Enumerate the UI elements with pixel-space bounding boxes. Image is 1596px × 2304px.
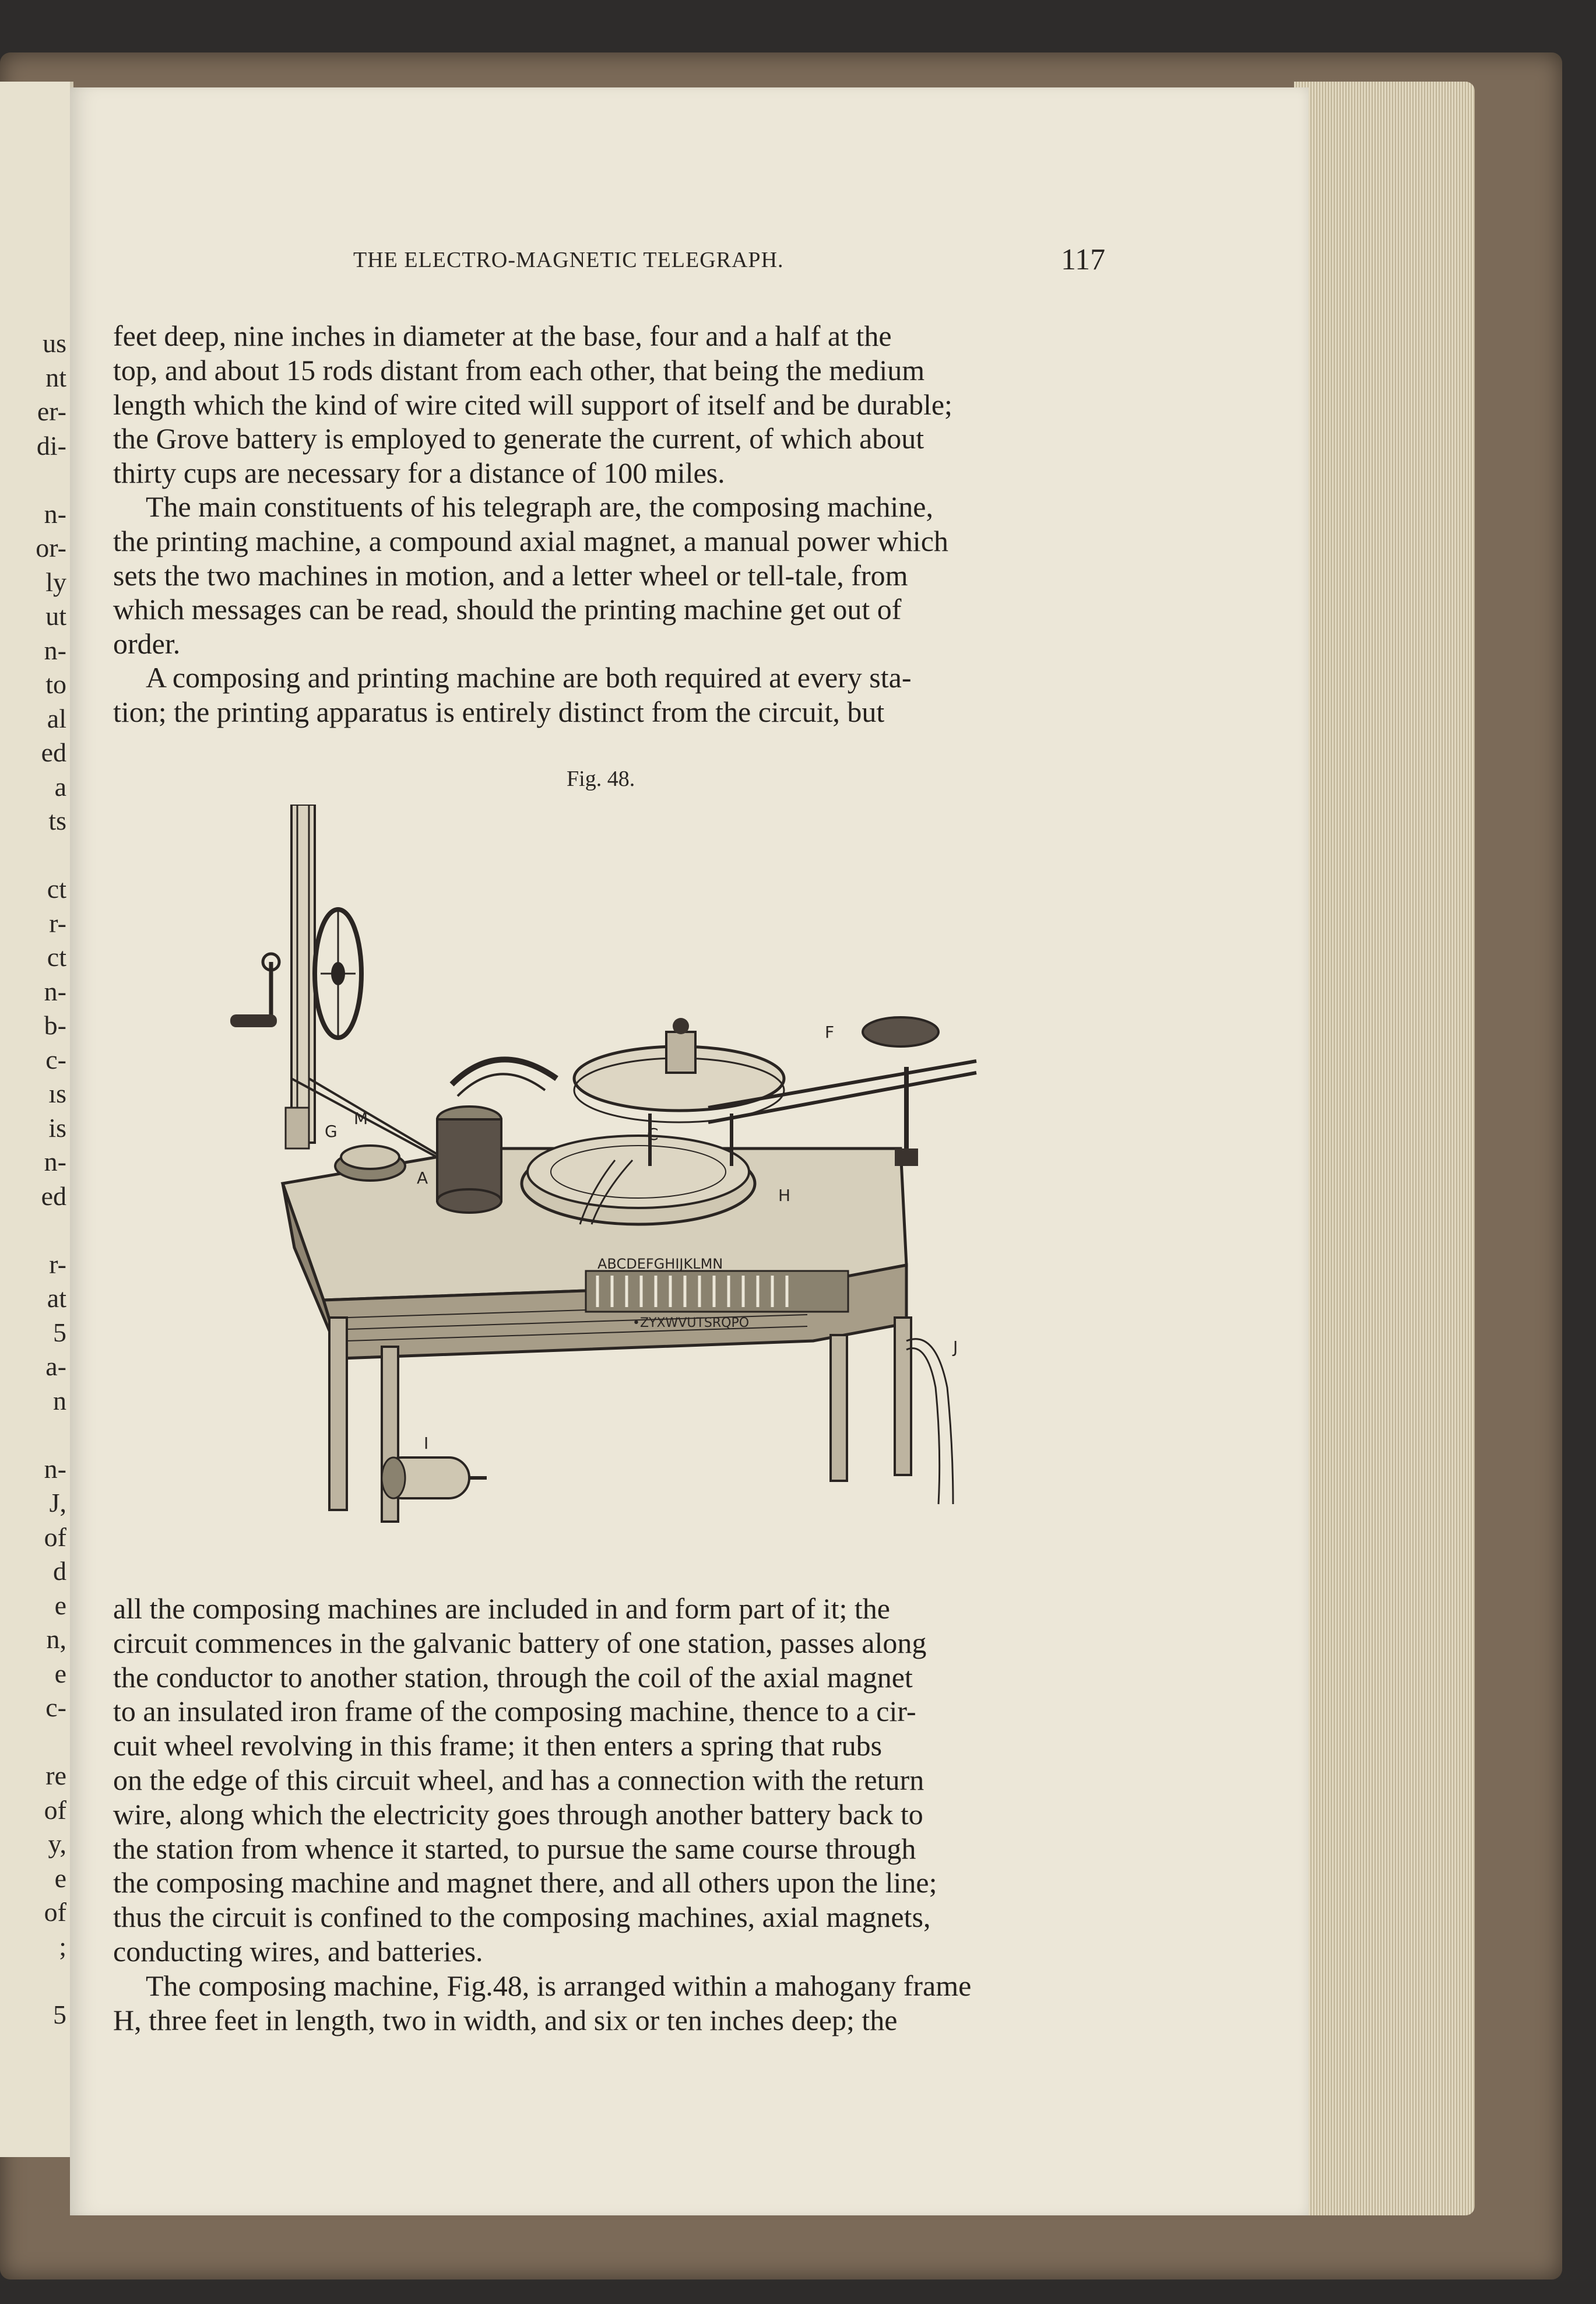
figure-label-j: J — [953, 1337, 958, 1357]
left-page-fragment: ts — [48, 806, 66, 835]
left-page-fragment: ed — [41, 1181, 66, 1211]
page-edges — [1294, 82, 1475, 2215]
text-line: thirty cups are necessary for a distance of 100 miles. — [113, 456, 725, 490]
text-line: on the edge of this circuit wheel, and has a connection with the return — [113, 1763, 924, 1796]
left-page-fragment: n — [53, 1385, 66, 1416]
left-page-fragment: a- — [45, 1351, 66, 1381]
keyboard-letters-bottom: •ZYXWVUTSRQPO — [632, 1316, 750, 1330]
left-page-fragment: or- — [36, 533, 66, 563]
left-page-fragment: n, — [46, 1624, 66, 1654]
left-page-fragment: n- — [44, 1453, 66, 1484]
left-page-fragment: di- — [36, 430, 66, 461]
figure-label-c: C — [647, 1125, 659, 1144]
left-page-fragment: c- — [45, 1044, 66, 1074]
text-line: all the composing machines are included in and form part of it; the — [113, 1592, 890, 1625]
text-line: to an insulated iron frame of the composing machine, thence to a cir- — [113, 1695, 916, 1728]
left-page-fragment: 5 — [53, 1999, 66, 2029]
left-page-fragment: b- — [44, 1010, 66, 1040]
left-page-fragment: 5 — [53, 1317, 66, 1347]
left-page-fragment: y, — [48, 1829, 66, 1859]
left-page — [0, 82, 73, 2157]
left-page-fragment: ıs — [48, 1079, 66, 1108]
text-line: wire, along which the electricity goes through another battery back to — [113, 1797, 923, 1831]
left-page-fragment — [36, 1725, 66, 1759]
text-line: feet deep, nine inches in diameter at the base, four and a half at the — [113, 319, 892, 352]
left-page-fragment — [36, 1213, 66, 1248]
figure-caption: Fig. 48. — [567, 767, 635, 791]
left-page-fragment: J, — [49, 1488, 66, 1518]
left-page-fragment: re — [45, 1761, 66, 1790]
paragraph-2 — [113, 490, 1127, 661]
left-page-fragment: at — [47, 1283, 66, 1313]
left-page-fragment: e — [54, 1658, 66, 1688]
text-line: cuit wheel revolving in this frame; it then enters a spring that rubs — [113, 1729, 883, 1762]
left-page-fragment: n- — [44, 1147, 66, 1176]
text-line: the Grove battery is employed to generate the current, of which about — [113, 422, 924, 455]
left-page-fragment: n- — [44, 498, 66, 529]
left-page-fragment: a — [54, 771, 66, 802]
text-line: the printing machine, a compound axial magnet, a manual power which — [113, 524, 948, 557]
left-page-fragment: ; — [59, 1931, 66, 1961]
paragraph-3 — [113, 661, 1127, 729]
text-line: length which the kind of wire cited will support of itself and be durable; — [113, 388, 952, 421]
left-page-fragment: to — [45, 669, 66, 699]
left-page-fragment: us — [43, 328, 66, 358]
text-line: The composing machine, Fig.48, is arranged within a mahogany frame — [146, 1969, 972, 2002]
left-page-fragment: is — [48, 1112, 66, 1143]
text-line: top, and about 15 rods distant from each other, that being the medium — [113, 353, 925, 387]
left-page-fragment: ct — [47, 942, 66, 972]
figure-label-i: I — [424, 1434, 429, 1453]
keyboard-letters-top: ABCDEFGHIJKLMN — [597, 1256, 723, 1272]
text-line: sets the two machines in motion, and a letter wheel or tell-tale, from — [113, 559, 908, 592]
page-number: 117 — [1061, 243, 1106, 276]
left-page-text-fragments — [36, 326, 66, 2032]
text-line: H, three feet in length, two in width, and six or ten inches deep; the — [113, 2003, 898, 2036]
left-page-fragment — [36, 838, 66, 873]
left-page-fragment: ut — [45, 601, 66, 631]
text-line: circuit commences in the galvanic battery of one station, passes along — [113, 1626, 927, 1659]
left-page-fragment: ct — [47, 874, 66, 904]
paragraph-5 — [113, 1969, 1127, 2038]
left-page-fragment: d — [53, 1556, 66, 1586]
text-line: the station from whence it started, to pursue the same course through — [113, 1832, 916, 1865]
paragraph-4 — [113, 1592, 1127, 1969]
paragraph-1 — [113, 319, 1127, 490]
left-page-fragment — [36, 1964, 66, 1998]
text-line: A composing and printing machine are both required at every sta- — [146, 661, 912, 694]
left-page-fragment: ly — [45, 567, 66, 597]
text-line: conducting wires, and batteries. — [113, 1934, 483, 1968]
left-page-fragment: ed — [41, 737, 66, 767]
left-page-fragment: n- — [44, 976, 66, 1006]
left-page-fragment: r- — [49, 1249, 66, 1279]
left-page-fragment: of — [44, 1794, 66, 1825]
left-page-fragment: n- — [44, 635, 66, 665]
left-page-fragment: e — [54, 1863, 66, 1893]
left-page-fragment: c- — [45, 1692, 66, 1722]
left-page-fragment — [36, 463, 66, 497]
figure-label-f: F — [825, 1023, 835, 1042]
left-page-fragment: al — [47, 703, 66, 733]
text-line: which messages can be read, should the printing machine get out of — [113, 593, 902, 626]
text-line: tion; the printing apparatus is entirely distinct from the circuit, but — [113, 695, 885, 728]
text-line: thus the circuit is confined to the composing machines, axial magnets, — [113, 1901, 931, 1934]
left-page-fragment: of — [44, 1522, 66, 1552]
left-page-fragment — [36, 1418, 66, 1452]
figure-label-m: M — [354, 1109, 368, 1128]
running-head: THE ELECTRO-MAGNETIC TELEGRAPH. — [353, 248, 784, 272]
left-page-fragment: of — [44, 1897, 66, 1927]
text-line: order. — [113, 627, 181, 661]
left-page-fragment: nt — [45, 362, 66, 392]
text-line: The main constituents of his telegraph are, the composing machine, — [146, 490, 934, 523]
left-page-fragment: e — [54, 1590, 66, 1620]
text-line: the composing machine and magnet there, and all others upon the line; — [113, 1866, 937, 1899]
left-page-fragment: er- — [37, 396, 66, 426]
figure-label-a: A — [417, 1168, 428, 1188]
figure-label-h: H — [778, 1186, 791, 1205]
text-line: the conductor to another station, through the coil of the axial magnet — [113, 1660, 913, 1694]
telegraph-composing-machine-illustration — [195, 805, 1035, 1562]
left-page-fragment: r- — [49, 908, 66, 938]
book-page — [70, 87, 1309, 2215]
figure-label-g: G — [325, 1122, 338, 1141]
